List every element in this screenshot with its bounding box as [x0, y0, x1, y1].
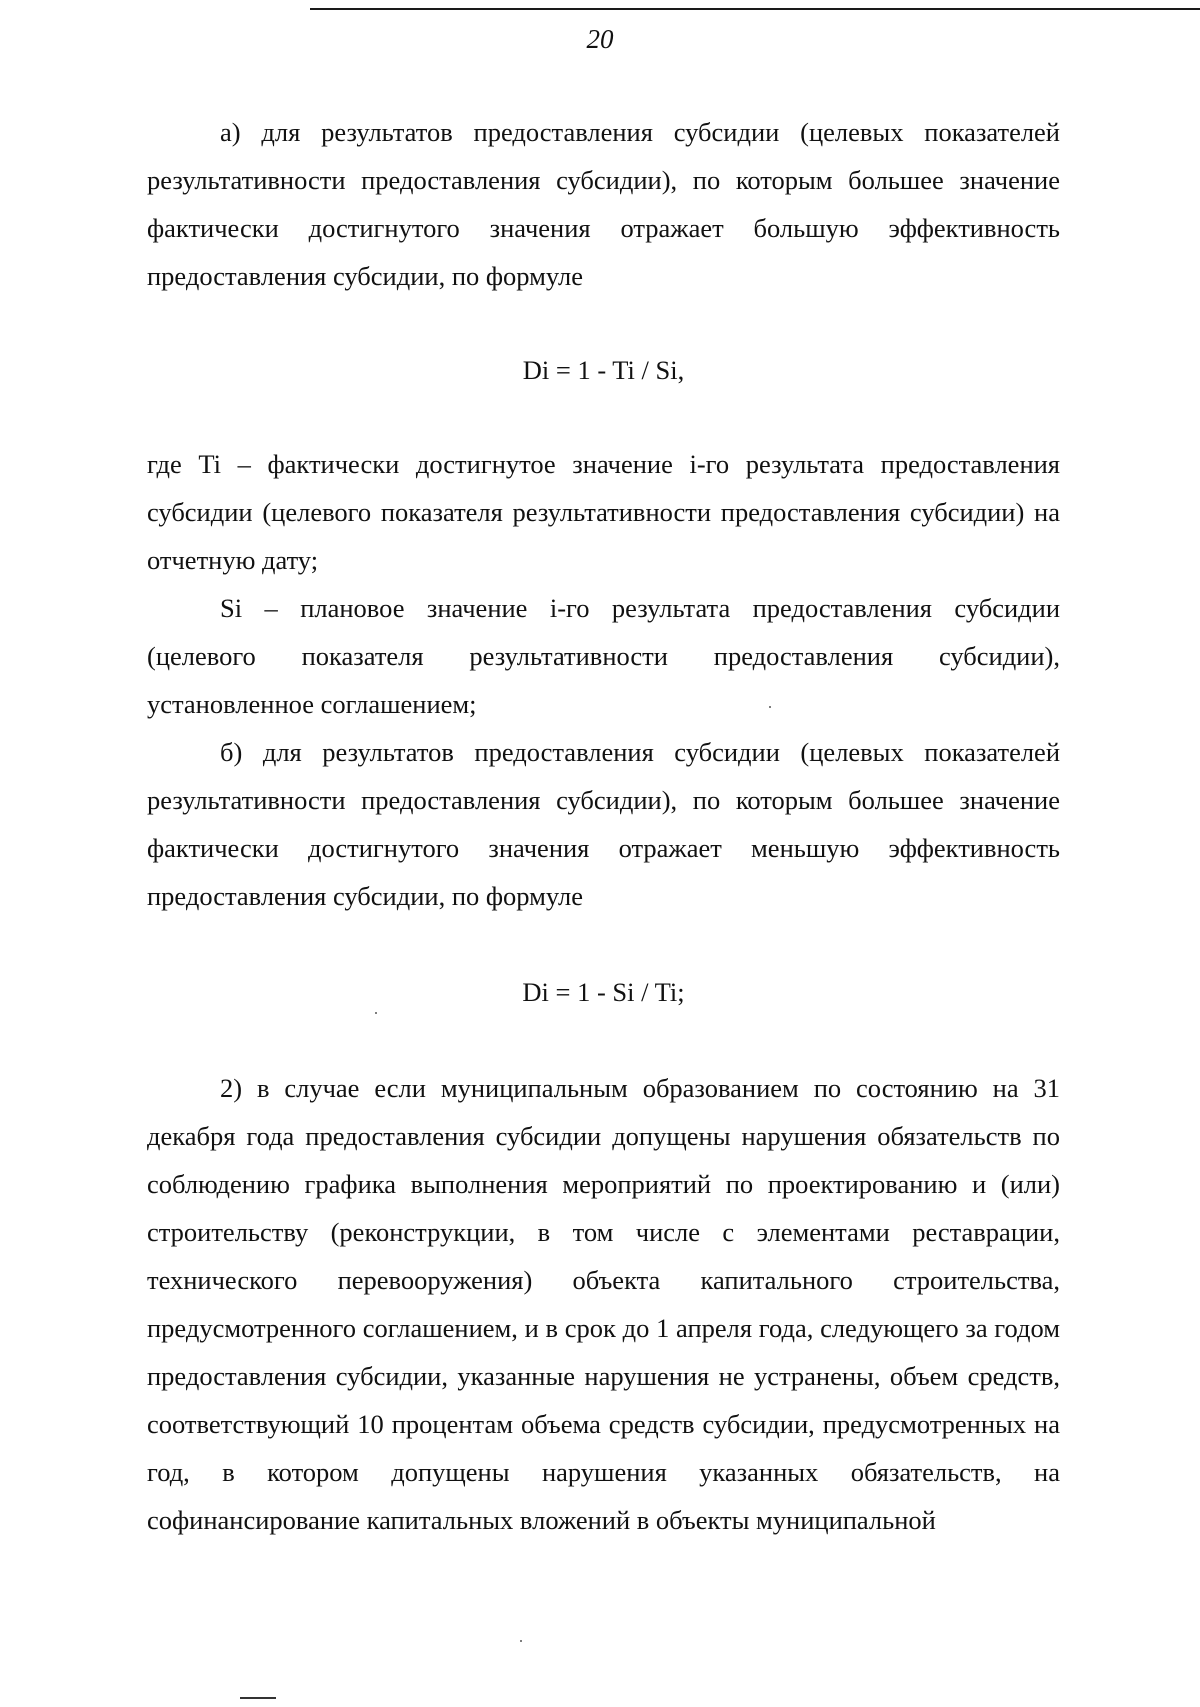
- paragraph-si-definition: Si – плановое значение i-го результата предоставления субсидии (целевого показателя результативности предоставления субсидии), установленное соглашением;: [147, 593, 1060, 719]
- paragraph-a: а) для результатов предоставления субсидии (целевых показателей результативности предоставления субсидии), по которым большее значение фактически достигнутого значения отражает большую эффективность предоставления субсидии, по формуле: [147, 117, 1060, 291]
- paragraph-b: б) для результатов предоставления субсидии (целевых показателей результативности предоставления субсидии), по которым большее значение фактически достигнутого значения отражает меньшую эффективность предоставления субсидии, по формуле: [147, 737, 1060, 911]
- scan-bottom-mark: [240, 1697, 276, 1699]
- page-number: 20: [586, 24, 614, 54]
- paragraph-ti-definition: где Ti – фактически достигнутое значение i-го результата предоставления субсидии (целевого показателя результативности предоставления субсидии) на отчетную дату;: [147, 449, 1060, 575]
- scan-edge-line: [310, 8, 1200, 10]
- scan-speck: [375, 1012, 377, 1014]
- document-body: [147, 108, 1060, 1544]
- scan-speck: [520, 1640, 522, 1642]
- paragraph-2: 2) в случае если муниципальным образованием по состоянию на 31 декабря года предоставления субсидии допущены нарушения обязательств по соблюдению графика выполнения мероприятий по проектированию и (или) строительству (реконструкции, в том числе с элементами реставрации, технического перевооружения) объекта капитального строительства, предусмотренного соглашением, и в срок до 1 апреля года, следующего за годом предоставления субсидии, указанные нарушения не устранены, объем средств, соответствующий 10 процентам объема средств субсидии, предусмотренных на год, в котором допущены нарушения указанных обязательств, на софинансирование капитальных вложений в объекты муниципальной: [147, 1073, 1060, 1535]
- scan-speck: [769, 706, 771, 708]
- formula-greater-better: Di = 1 - Ti / Si,: [522, 355, 685, 385]
- formula-greater-worse: Di = 1 - Si / Ti;: [522, 977, 685, 1007]
